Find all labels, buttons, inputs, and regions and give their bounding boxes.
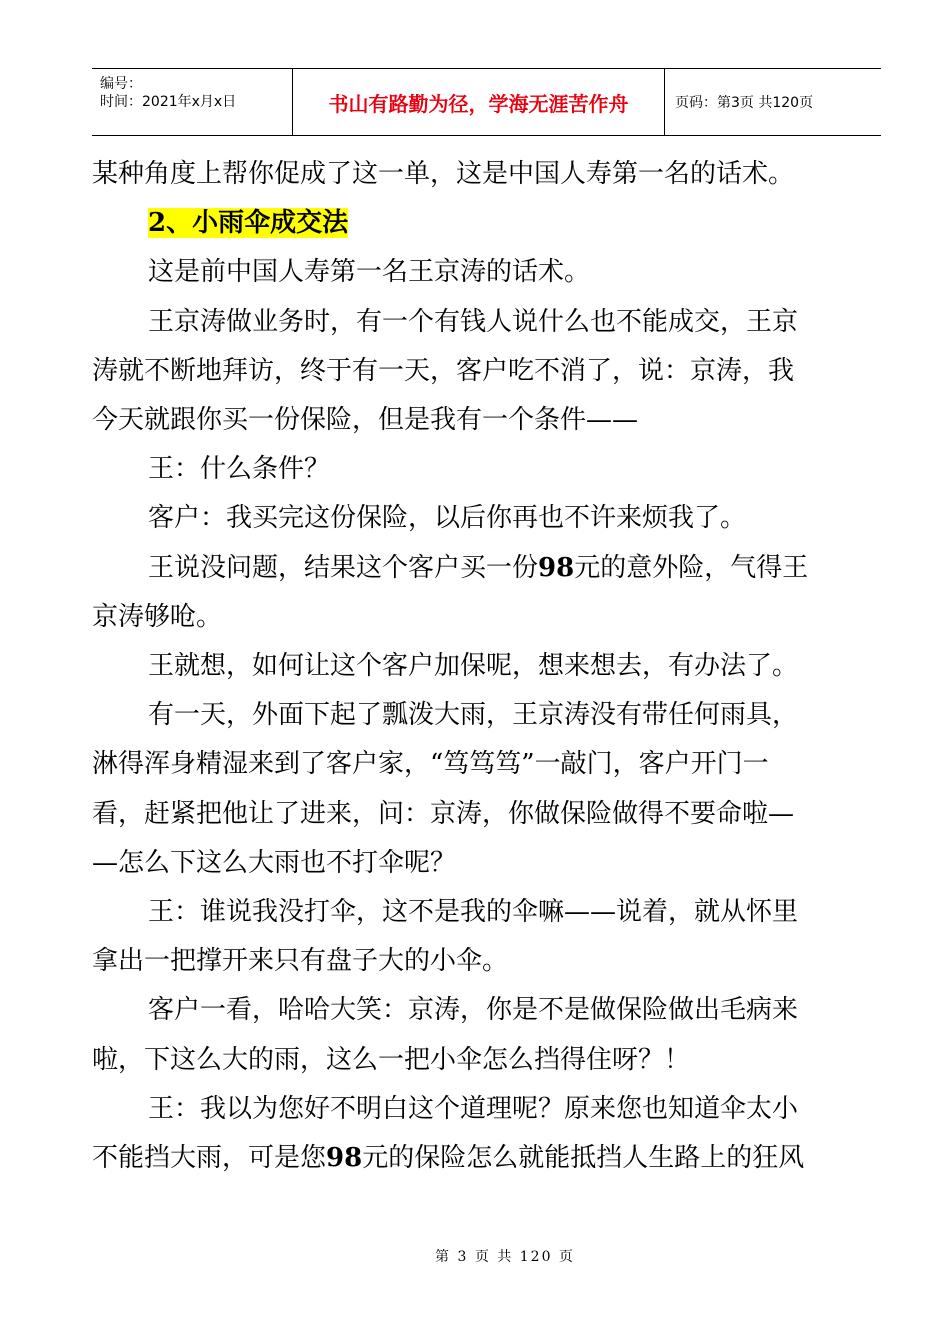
paragraph-line: 王就想，如何让这个客户加保呢，想来想去，有办法了。 <box>148 651 799 682</box>
amount-number: 98 <box>326 1143 363 1174</box>
paragraph-line: 涛就不断地拜访，终于有一天，客户吃不消了，说：京涛，我 <box>92 355 795 386</box>
paragraph-line <box>92 1134 884 1183</box>
highlighted-heading: 2、小雨伞成交法 <box>148 208 349 239</box>
paragraph-line: 拿出一把撑开来只有盘子大的小伞。 <box>92 946 509 977</box>
amount-number: 98 <box>538 552 575 583</box>
paragraph-line: 王京涛做业务时，有一个有钱人说什么也不能成交，王京 <box>148 306 799 337</box>
paragraph-line: 京涛够呛。 <box>92 601 223 632</box>
paragraph-line: —怎么下这么大雨也不打伞呢？ <box>92 847 457 878</box>
section-heading <box>92 199 884 248</box>
document-body <box>92 150 884 1183</box>
text-run: 元的保险怎么就能抵挡人生路上的狂风 <box>362 1143 805 1174</box>
paragraph-line: 啦，下这么大的雨，这么一把小伞怎么挡得住呀？！ <box>92 1044 691 1075</box>
paragraph-line: 王：谁说我没打伞，这不是我的伞嘛——说着，就从怀里 <box>148 897 799 928</box>
page-header <box>92 68 881 136</box>
paragraph-line: 王：我以为您好不明白这个道理呢？原来您也知道伞太小 <box>148 1093 799 1124</box>
text-run: 元的意外险，气得王 <box>574 552 809 583</box>
paragraph-line: 淋得浑身精湿来到了客户家，“笃笃笃”一敲门，客户开门一 <box>92 749 769 780</box>
document-time: 时间：2021年x月x日 <box>100 94 237 110</box>
paragraph-line <box>92 544 884 593</box>
paragraph-line: 某种角度上帮你促成了这一单，这是中国人寿第一名的话术。 <box>92 159 795 189</box>
header-meta <box>92 69 293 135</box>
paragraph-line: 这是前中国人寿第一名王京涛的话术。 <box>148 257 591 288</box>
paragraph-line: 有一天，外面下起了瓢泼大雨，王京涛没有带任何雨具， <box>148 700 799 731</box>
text-run: 不能挡大雨，可是您 <box>92 1143 327 1174</box>
document-number-label: 编号： <box>100 76 142 92</box>
header-motto: 书山有路勤为径，学海无涯苦作舟 <box>293 69 665 135</box>
paragraph-line: 客户：我买完这份保险，以后你再也不许来烦我了。 <box>148 503 747 534</box>
paragraph-line: 王：什么条件？ <box>148 454 331 485</box>
header-page-info: 页码：第3页 共120页 <box>675 95 814 111</box>
page-footer: 第 3 页 共 120 页 <box>435 1249 575 1265</box>
paragraph-line: 客户一看，哈哈大笑：京涛，你是不是做保险做出毛病来 <box>148 995 799 1026</box>
paragraph-line: 看，赶紧把他让了进来，问：京涛，你做保险做得不要命啦— <box>92 798 795 829</box>
paragraph-line: 今天就跟你买一份保险，但是我有一个条件—— <box>92 405 639 436</box>
text-run: 王说没问题，结果这个客户买一份 <box>148 552 539 583</box>
